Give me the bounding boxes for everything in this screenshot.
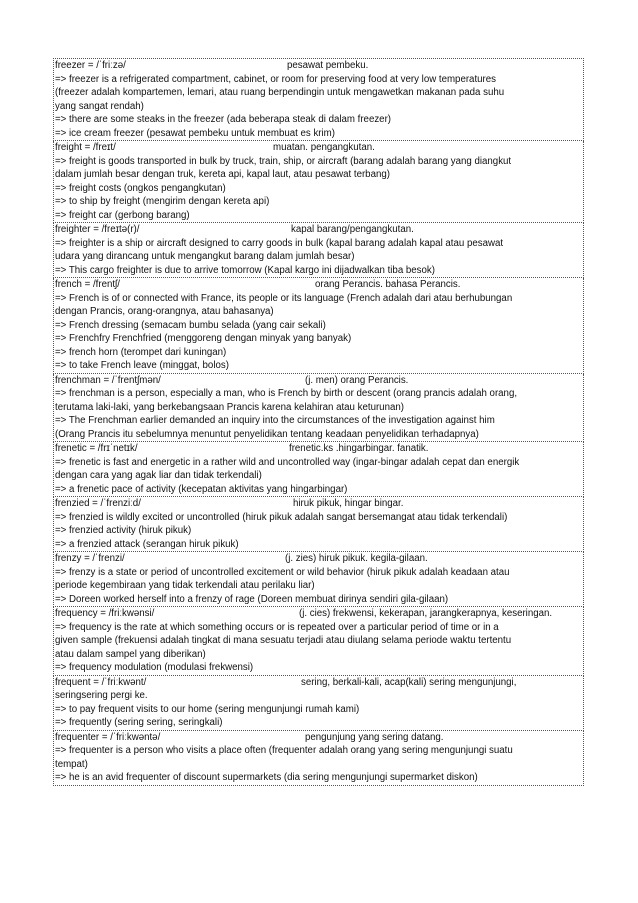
headword-pronunciation: freighter = /freɪtə(r)/ xyxy=(55,224,140,235)
short-meaning: pengunjung yang sering datang. xyxy=(305,731,444,743)
example-line: => Frenchfry Frenchfried (menggoreng dengan minyak yang banyak) xyxy=(55,333,352,344)
headword-pronunciation: frenzied = /ˈfrenziːd/ xyxy=(55,498,141,509)
entry-header xyxy=(55,676,582,690)
example-line: => to ship by freight (mengirim dengan kereta api) xyxy=(55,196,270,207)
example-line: => This cargo freighter is due to arrive tomorrow (Kapal kargo ini dijadwalkan tiba besok) xyxy=(55,264,435,276)
example-line: => freezer is a refrigerated compartment, cabinet, or room for preserving food at very low temperatures xyxy=(55,73,496,85)
example-line: => freighter is a ship or aircraft designed to carry goods in bulk (kapal barang adalah kapal atau pesawat xyxy=(55,237,504,249)
example-line: => a frenetic pace of activity (kecepatan aktivitas yang hingarbingar) xyxy=(55,483,348,495)
entry-header xyxy=(55,442,582,456)
example-line: => ice cream freezer (pesawat pembeku untuk membuat es krim) xyxy=(55,127,335,139)
entry-header xyxy=(55,141,582,155)
dictionary-entry xyxy=(53,607,584,676)
short-meaning: pesawat pembeku. xyxy=(287,60,369,71)
example-line: => there are some steaks in the freezer (ada beberapa steak di dalam freezer) xyxy=(55,114,392,125)
dictionary-entry xyxy=(53,278,584,374)
definition-line: tempat) xyxy=(55,758,88,770)
example-line: => he is an avid frequenter of discount supermarkets (dia sering mengunjungi supermarket diskon) xyxy=(55,772,478,783)
example-line: => French is of or connected with France, its people or its language (French adalah dari atau berhubungan xyxy=(55,292,513,304)
definition-line: (Orang Prancis itu sebelumnya menuntut penyelidikan tentang keadaan penyelidikan terhadapnya) xyxy=(55,428,479,440)
entry-header xyxy=(55,223,582,237)
example-line: => frenzied activity (hiruk pikuk) xyxy=(55,525,192,536)
example-line: => to pay frequent visits to our home (sering mengunjungi rumah kami) xyxy=(55,703,360,715)
headword-pronunciation: freight = /freɪt/ xyxy=(55,142,116,153)
headword-pronunciation: frenzy = /ˈfrenzi/ xyxy=(55,553,125,564)
example-line: => French dressing (semacam bumbu selada (yang cair sekali) xyxy=(55,319,326,331)
definition-line: udara yang dirancang untuk mengangkut barang dalam jumlah besar) xyxy=(55,251,355,262)
short-meaning: (j. cies) frekwensi, kekerapan, jarangkerapnya, keseringan. xyxy=(299,608,553,619)
short-meaning: hiruk pikuk, hingar bingar. xyxy=(293,498,404,509)
headword-pronunciation: frequenter = /ˈfriːkwəntə/ xyxy=(55,731,161,743)
example-line: => freight is goods transported in bulk by truck, train, ship, or aircraft (barang adalah barang yang diangkut xyxy=(55,155,512,167)
dictionary-entry xyxy=(53,223,584,278)
short-meaning: (j. zies) hiruk pikuk. kegila-gilaan. xyxy=(285,553,428,564)
definition-line: periode kegembiraan yang tidak terkendali atau perilaku liar) xyxy=(55,580,315,591)
example-line: => Doreen worked herself into a frenzy of rage (Doreen membuat dirinya sendiri gila-gilaan) xyxy=(55,593,449,605)
headword-pronunciation: freezer = /ˈfriːzə/ xyxy=(55,60,126,71)
example-line: => french horn (terompet dari kuningan) xyxy=(55,346,227,358)
example-line: => freight car (gerbong barang) xyxy=(55,209,190,221)
definition-line: terutama laki-laki, yang berkebangsaan Prancis karena kelahiran atau keturunan) xyxy=(55,401,404,413)
example-line: => a frenzied attack (serangan hiruk pikuk) xyxy=(55,538,239,550)
definition-line: dengan cara yang agak liar dan tidak terkendali) xyxy=(55,470,262,481)
definition-line: dengan Prancis, orang-orangnya, atau bahasanya) xyxy=(55,306,274,317)
headword-pronunciation: frequent = /ˈfriːkwənt/ xyxy=(55,676,147,688)
dictionary-entry xyxy=(53,141,584,223)
dictionary-document xyxy=(53,58,584,786)
entry-header xyxy=(55,59,582,73)
entry-header xyxy=(55,497,582,511)
example-line: => The Frenchman earlier demanded an inquiry into the circumstances of the investigation against him xyxy=(55,415,495,426)
short-meaning: kapal barang/pengangkutan. xyxy=(291,224,414,235)
definition-line: seringsering pergi ke. xyxy=(55,690,148,701)
example-line: => frenzy is a state or period of uncontrolled excitement or wild behavior (hiruk pikuk adalah keadaan atau xyxy=(55,566,510,578)
dictionary-entry xyxy=(53,497,584,552)
entry-header xyxy=(55,374,582,388)
dictionary-entry xyxy=(53,442,584,497)
example-line: => to take French leave (minggat, bolos) xyxy=(55,360,229,371)
definition-line: dalam jumlah besar dengan truk, kereta api, kapal laut, atau pesawat terbang) xyxy=(55,169,390,180)
entry-header xyxy=(55,607,582,621)
definition-line: atau dalam sampel yang diberikan) xyxy=(55,648,206,660)
dictionary-entry xyxy=(53,374,584,443)
headword-pronunciation: frequency = /friːkwənsi/ xyxy=(55,608,155,619)
example-line: => frenchman is a person, especially a man, who is French by birth or descent (orang prancis adalah orang, xyxy=(55,388,518,399)
dictionary-entry xyxy=(53,58,584,141)
headword-pronunciation: frenchman = /ˈfrentʃmən/ xyxy=(55,374,161,386)
example-line: => frequency modulation (modulasi frekwensi) xyxy=(55,662,254,673)
example-line: => frenzied is wildly excited or uncontrolled (hiruk pikuk adalah sangat bersemangat atau tidak terkendali) xyxy=(55,511,508,523)
entry-header xyxy=(55,731,582,745)
example-line: => frequency is the rate at which something occurs or is repeated over a particular period of time or in a xyxy=(55,621,499,633)
short-meaning: orang Perancis. bahasa Perancis. xyxy=(315,279,461,290)
definition-line: (freezer adalah kompartemen, lemari, atau ruang berpendingin untuk mengawetkan makanan pada suhu xyxy=(55,87,505,98)
entry-header xyxy=(55,552,582,566)
example-line: => frequently (sering sering, seringkali) xyxy=(55,717,223,728)
short-meaning: muatan. pengangkutan. xyxy=(273,142,375,153)
headword-pronunciation: frenetic = /frɪˈnetɪk/ xyxy=(55,443,138,454)
short-meaning: sering, berkali-kali, acap(kali) sering mengunjungi, xyxy=(301,676,517,688)
dictionary-entry xyxy=(53,731,584,786)
example-line: => frenetic is fast and energetic in a rather wild and uncontrolled way (ingar-bingar adalah cepat dan energik xyxy=(55,456,520,468)
entry-header xyxy=(55,278,582,292)
dictionary-entry xyxy=(53,552,584,607)
headword-pronunciation: french = /frentʃ/ xyxy=(55,279,120,290)
example-line: => freight costs (ongkos pengangkutan) xyxy=(55,182,226,194)
definition-line: given sample (frekuensi adalah tingkat di mana sesuatu terjadi atau diulang selama periode waktu tertentu xyxy=(55,635,512,646)
dictionary-entry xyxy=(53,676,584,731)
short-meaning: frenetic.ks .hingarbingar. fanatik. xyxy=(289,443,429,454)
example-line: => frequenter is a person who visits a place often (frequenter adalah orang yang sering mengunjungi suatu xyxy=(55,745,513,756)
definition-line: yang sangat rendah) xyxy=(55,100,144,112)
short-meaning: (j. men) orang Perancis. xyxy=(305,374,409,386)
